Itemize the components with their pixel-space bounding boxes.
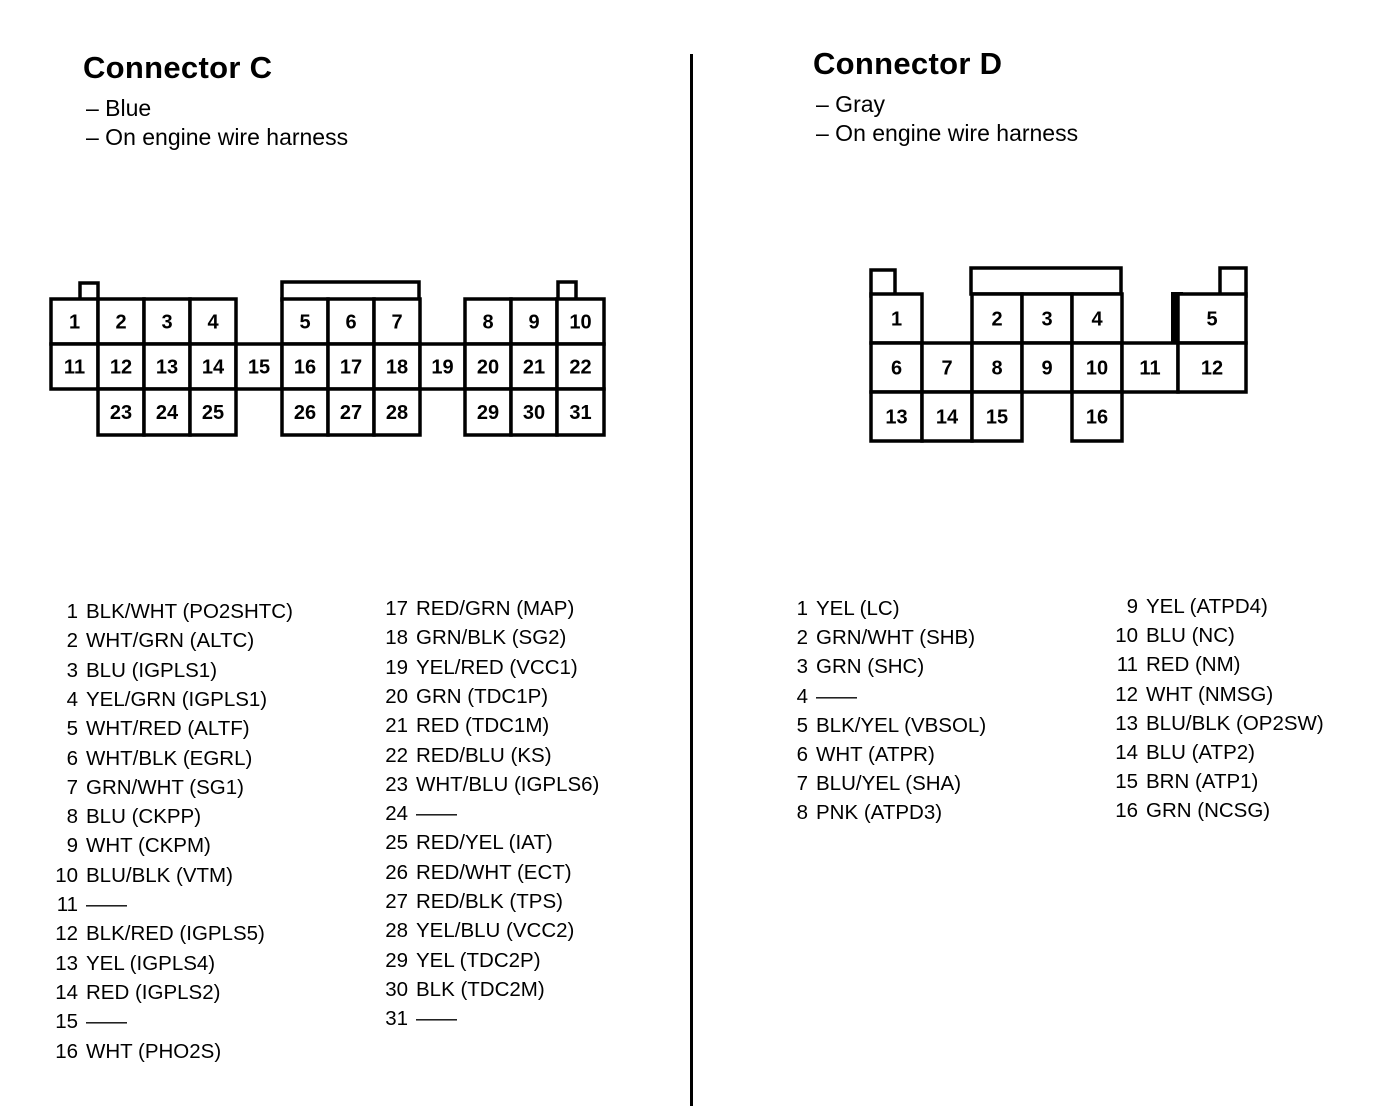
pin-row [40,600,293,624]
connector-d-cavity-label-5: 5 [1206,308,1218,331]
pin-row [370,890,563,914]
pin-number: 4 [66,687,78,711]
pin-wire: RED (IGPLS2) [86,980,221,1004]
connector-c-cavity-label-20: 20 [476,356,500,379]
pin-row [370,714,549,738]
connector-c-cavity-label-28: 28 [385,402,409,424]
pin-wire: RED/BLK (TPS) [416,890,563,913]
pin-row [40,717,250,741]
pin-wire: GRN/WHT (SHB) [816,626,976,650]
pin-number: 5 [66,717,78,741]
pin-number: 27 [385,890,408,913]
pin-number: 19 [385,655,408,679]
pin-row [40,629,254,653]
pin-number: 1 [66,600,78,623]
pin-number: 2 [66,629,78,653]
pin-row [1100,595,1268,619]
pin-number: 9 [66,834,78,858]
pin-number: 3 [66,658,78,682]
pin-number: 29 [385,948,408,972]
pin-number: 8 [66,805,78,829]
pin-row [1100,770,1258,794]
pin-row [775,801,942,825]
pin-wire: YEL (IGPLS4) [86,951,216,975]
connector-c-cavity-label-13: 13 [155,356,179,379]
connector-c-cavity-label-17: 17 [339,356,363,379]
connector-c-cavity-label-29: 29 [476,402,500,424]
pin-wire: BLK/RED (IGPLS5) [86,922,265,946]
pin-wire: PNK (ATPD3) [816,801,943,825]
connector-d-cavity-label-6: 6 [890,357,903,380]
pin-row [775,655,924,679]
pin-wire: RED (NM) [1146,653,1241,677]
pin-row [40,805,201,829]
pin-row [370,597,574,621]
pin-number: 9 [1126,595,1138,618]
pin-number: 4 [796,684,808,708]
pin-wire: GRN (TDC1P) [416,684,549,708]
pin-number: 5 [796,713,808,737]
pin-wire: WHT (ATPR) [816,743,935,766]
pin-wire: RED/WHT (ECT) [416,860,572,884]
connector-c-color: – Blue [86,95,152,121]
connector-c-cavity-label-16: 16 [293,356,317,379]
pin-wire: GRN/WHT (SG1) [86,775,244,799]
pin-wire: WHT/BLU (IGPLS6) [416,772,600,796]
connector-c-title: Connector C [83,50,273,85]
pin-number: 11 [1116,653,1138,677]
pin-number: 1 [796,597,808,620]
pin-wire: BLK/WHT (PO2SHTC) [86,600,293,623]
pin-wire: WHT (CKPM) [86,834,211,858]
pin-number: 20 [385,684,408,708]
pin-number: 21 [385,714,408,738]
connector-c-cavity-label-31: 31 [569,402,592,424]
pin-wire: YEL/RED (VCC1) [416,655,578,679]
pin-row [1100,712,1324,736]
pin-wire: RED/GRN (MAP) [416,597,575,620]
pin-row [40,922,265,946]
pin-row [775,743,935,767]
pin-row [40,776,244,800]
pin-number: 7 [796,772,808,796]
pin-number: 3 [796,655,808,679]
pin-wire: —— [86,893,127,916]
connector-c-cavity-label-25: 25 [201,402,225,424]
pin-number: 25 [385,831,408,855]
pin-number: 15 [55,1010,78,1034]
pin-number: 13 [1115,711,1138,735]
pin-number: 16 [55,1039,78,1063]
pin-row [40,952,215,976]
pin-row [40,688,267,712]
connector-c-cavity-label-21: 21 [522,356,546,379]
pin-number: 10 [1115,624,1138,648]
pin-row [370,1007,457,1031]
connector-d-right-key [1220,268,1246,296]
pin-row [1100,799,1270,823]
pin-number: 15 [1115,770,1138,794]
pin-number: 17 [385,597,408,620]
pin-wire: WHT (PHO2S) [86,1039,222,1063]
connector-c-cavity-label-3: 3 [161,311,173,334]
pin-wire: BLU (NC) [1146,624,1235,648]
pin-number: 11 [56,893,78,916]
connector-d-cavity-label-8: 8 [991,357,1003,380]
pin-wire: RED/YEL (IAT) [416,831,553,855]
connector-c-cavity-label-15: 15 [247,356,271,379]
pin-wire: BLU (IGPLS1) [86,658,218,682]
pin-wire: —— [86,1010,127,1034]
connector-c-cavity-label-7: 7 [391,311,403,334]
connector-c-cavity-label-6: 6 [345,311,357,334]
connector-c-cavity-label-14: 14 [201,356,225,379]
pin-row [370,626,566,650]
pin-number: 7 [66,775,78,799]
pin-row [370,861,572,885]
connector-c-location: – On engine wire harness [86,124,349,150]
pin-wire: YEL/BLU (VCC2) [416,919,575,943]
pin-wire: GRN (NCSG) [1146,799,1271,823]
pin-wire: —— [816,684,857,708]
pin-wire: YEL (ATPD4) [1146,595,1268,618]
pin-number: 28 [385,919,408,943]
connector-d-cavity-label-3: 3 [1041,308,1053,331]
pin-number: 16 [1115,799,1138,823]
connector-c-cavity-label-23: 23 [109,402,133,424]
pin-number: 30 [385,977,408,1001]
pin-number: 24 [385,802,408,826]
connector-d-cavity-label-14: 14 [935,406,959,429]
connector-c-cavity-label-8: 8 [482,311,494,334]
connector-d-cavity-label-11: 11 [1139,357,1161,380]
connector-d-cavity-label-1: 1 [890,308,903,331]
pin-wire: RED/BLU (KS) [416,743,552,767]
pin-wire: GRN/BLK (SG2) [416,626,567,650]
connector-c-cavity-label-18: 18 [385,356,409,379]
pin-number: 6 [796,743,808,766]
pin-row [40,1010,127,1034]
pin-number: 23 [385,772,408,796]
pin-number: 31 [385,1007,408,1031]
pin-wire: BLU (CKPP) [86,805,202,829]
connector-d-cavity-label-16: 16 [1085,406,1109,429]
pin-wire: YEL (LC) [816,597,900,620]
connector-d-title: Connector D [813,46,1003,81]
connector-d-cavity-label-9: 9 [1041,357,1053,380]
connector-c-cavity-label-5: 5 [299,311,311,334]
pin-row [40,1040,221,1064]
connector-c-cavity-label-22: 22 [569,356,592,379]
pin-wire: BLU (ATP2) [1146,741,1255,764]
pin-wire: WHT/RED (ALTF) [86,717,250,741]
pin-wire: BLU/YEL (SHA) [816,772,962,796]
pin-row [775,772,961,796]
pin-number: 6 [66,746,78,770]
pin-wire: WHT/GRN (ALTC) [86,629,255,653]
pin-row [370,685,548,709]
pin-number: 22 [385,743,408,767]
connector-d-location: – On engine wire harness [816,120,1079,146]
connector-d-cavities [871,294,1246,441]
pin-wire: YEL/GRN (IGPLS1) [86,687,268,711]
pin-row [1100,741,1255,765]
connector-d-cavity-label-10: 10 [1085,357,1109,380]
pin-wire: —— [416,802,457,826]
connector-d-center-key [971,268,1121,294]
pin-row [1100,653,1241,677]
connector-d-color: – Gray [816,91,886,117]
connector-c-cavity-label-30: 30 [522,402,546,424]
pin-row [775,597,900,621]
pin-row [775,685,857,709]
pin-wire: YEL (TDC2P) [416,948,541,972]
pin-wire: BRN (ATP1) [1146,770,1259,794]
connector-c-cavity-label-27: 27 [339,402,363,424]
connector-c-cavity-label-11: 11 [63,356,86,379]
pin-number: 8 [796,801,808,825]
pin-row [40,659,217,683]
pin-row [370,744,552,768]
connector-c-cavity-label-9: 9 [528,311,540,334]
pin-wire: WHT (NMSG) [1146,682,1274,706]
connector-d-cavity-label-4: 4 [1091,308,1103,331]
connector-d-left-key [871,270,895,296]
pin-row [40,834,211,858]
pin-wire: BLU/BLK (OP2SW) [1146,711,1324,735]
pin-wire: —— [416,1007,457,1031]
pin-wire: RED (TDC1M) [416,714,550,738]
connector-c-cavity-label-4: 4 [207,311,219,334]
pin-number: 12 [1115,682,1138,706]
connector-c-cavity-label-19: 19 [431,356,454,379]
pin-row [370,656,578,680]
pin-row [370,773,599,797]
pin-number: 26 [385,860,408,884]
connector-c-cavity-label-26: 26 [293,402,317,424]
pin-row [1100,683,1273,707]
connector-c-cavity-label-2: 2 [115,311,127,334]
pin-row [775,626,975,650]
pin-number: 2 [796,626,808,650]
pin-row [370,831,553,855]
connector-d-cavity-label-7: 7 [941,357,953,380]
connector-d-cavity-label-2: 2 [991,308,1003,331]
connector-c-cavity-label-1: 1 [68,311,81,334]
pin-row [370,919,574,943]
pin-number: 10 [55,863,78,887]
pin-row [40,864,233,888]
pin-wire: BLK (TDC2M) [416,977,545,1001]
pin-row [40,981,220,1005]
pin-number: 14 [1115,741,1138,764]
connector-c-cavity-label-10: 10 [569,311,592,334]
pin-wire: WHT/BLK (EGRL) [86,746,253,770]
connector-c-cavity-label-24: 24 [155,402,179,424]
pin-number: 12 [55,922,78,946]
connector-d-cavity-label-15: 15 [985,406,1009,429]
connector-d-cavity-label-13: 13 [885,406,908,429]
pin-number: 18 [385,626,408,650]
pin-row [775,714,986,738]
pin-row [370,978,545,1002]
pin-row [1100,624,1235,648]
pin-number: 14 [55,980,78,1004]
pin-wire: GRN (SHC) [816,655,925,679]
pin-wire: BLU/BLK (VTM) [86,863,233,887]
connector-c-cavity-label-12: 12 [109,356,133,379]
pin-row [40,747,252,771]
pin-row [40,893,127,917]
pin-wire: BLK/YEL (VBSOL) [816,713,987,737]
pin-row [370,802,457,826]
pin-row [370,949,541,973]
connector-d-cavity-label-12: 12 [1200,357,1224,380]
pin-number: 13 [55,951,78,975]
